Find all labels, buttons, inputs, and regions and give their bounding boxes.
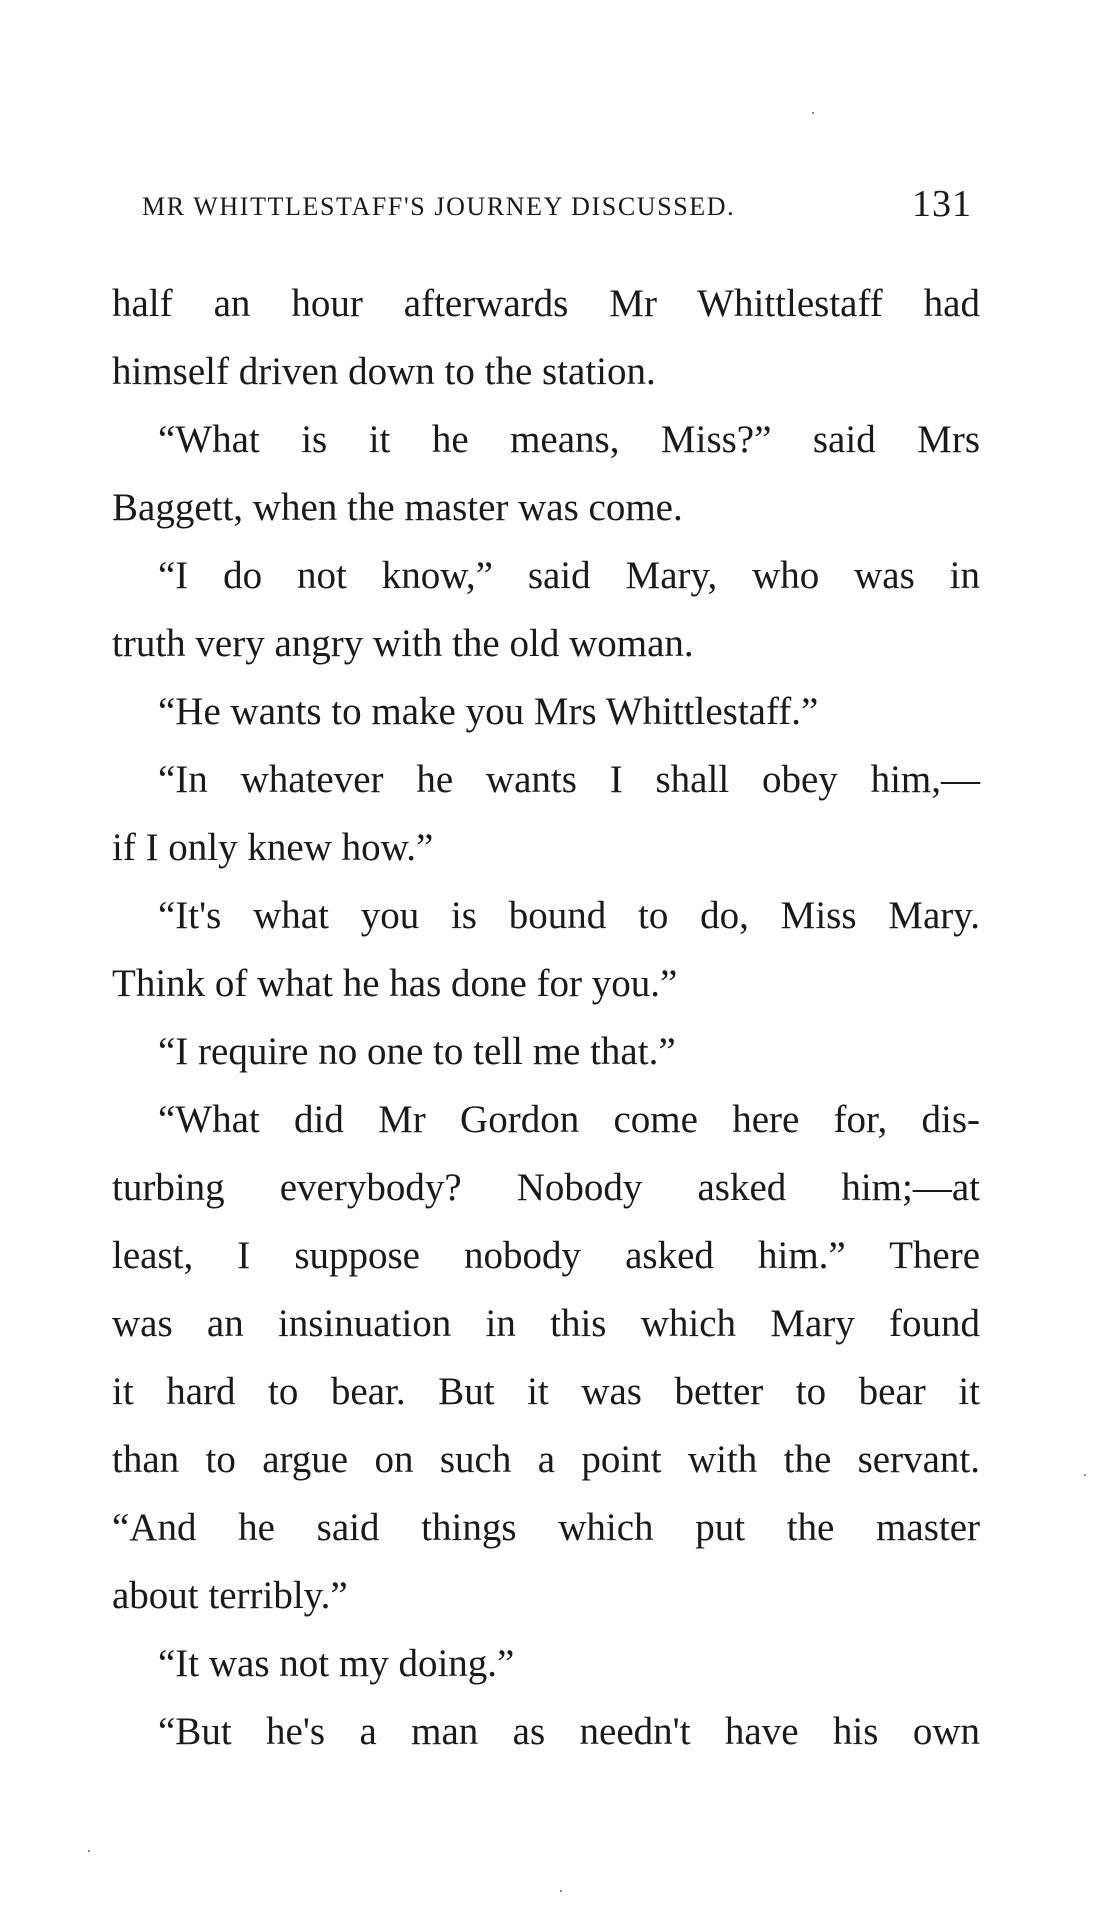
paper-speck (1084, 1474, 1086, 1476)
text-line: “It was not my doing.” (158, 1642, 515, 1685)
text-line: than to argue on such a point with the servant. (112, 1438, 980, 1481)
paper-speck (812, 112, 814, 114)
text-line: Baggett, when the master was come. (112, 486, 683, 529)
text-line: himself driven down to the station. (112, 350, 656, 393)
text-line: “What is it he means, Miss?” said Mrs (158, 418, 980, 461)
text-line: turbing everybody? Nobody asked him;—at (112, 1166, 980, 1209)
text-line: truth very angry with the old woman. (112, 622, 694, 665)
body-text (112, 270, 980, 1766)
running-title: MR WHITTLESTAFF'S JOURNEY DISCUSSED. (142, 192, 736, 221)
text-line: half an hour afterwards Mr Whittlestaff had (112, 282, 980, 325)
text-line: “I do not know,” said Mary, who was in (158, 554, 980, 597)
paper-speck (560, 1890, 562, 1892)
text-line: “I require no one to tell me that.” (158, 1030, 676, 1073)
text-line: if I only knew how.” (112, 826, 434, 869)
text-line: “But he's a man as needn't have his own (158, 1710, 980, 1753)
text-line: about terribly.” (112, 1574, 348, 1617)
text-line: “What did Mr Gordon come here for, dis- (158, 1098, 980, 1141)
running-head (142, 182, 972, 232)
text-line: was an insinuation in this which Mary found (112, 1302, 980, 1345)
text-line: “And he said things which put the master (112, 1506, 980, 1549)
text-line: “It's what you is bound to do, Miss Mary. (158, 894, 980, 937)
text-line: “He wants to make you Mrs Whittlestaff.” (158, 690, 819, 733)
text-line: “In whatever he wants I shall obey him,— (158, 758, 980, 801)
page-number: 131 (912, 183, 972, 225)
text-line: it hard to bear. But it was better to bear it (112, 1370, 980, 1413)
text-line: least, I suppose nobody asked him.” There (112, 1234, 980, 1277)
text-line: Think of what he has done for you.” (112, 962, 678, 1005)
paper-speck (88, 1850, 90, 1852)
